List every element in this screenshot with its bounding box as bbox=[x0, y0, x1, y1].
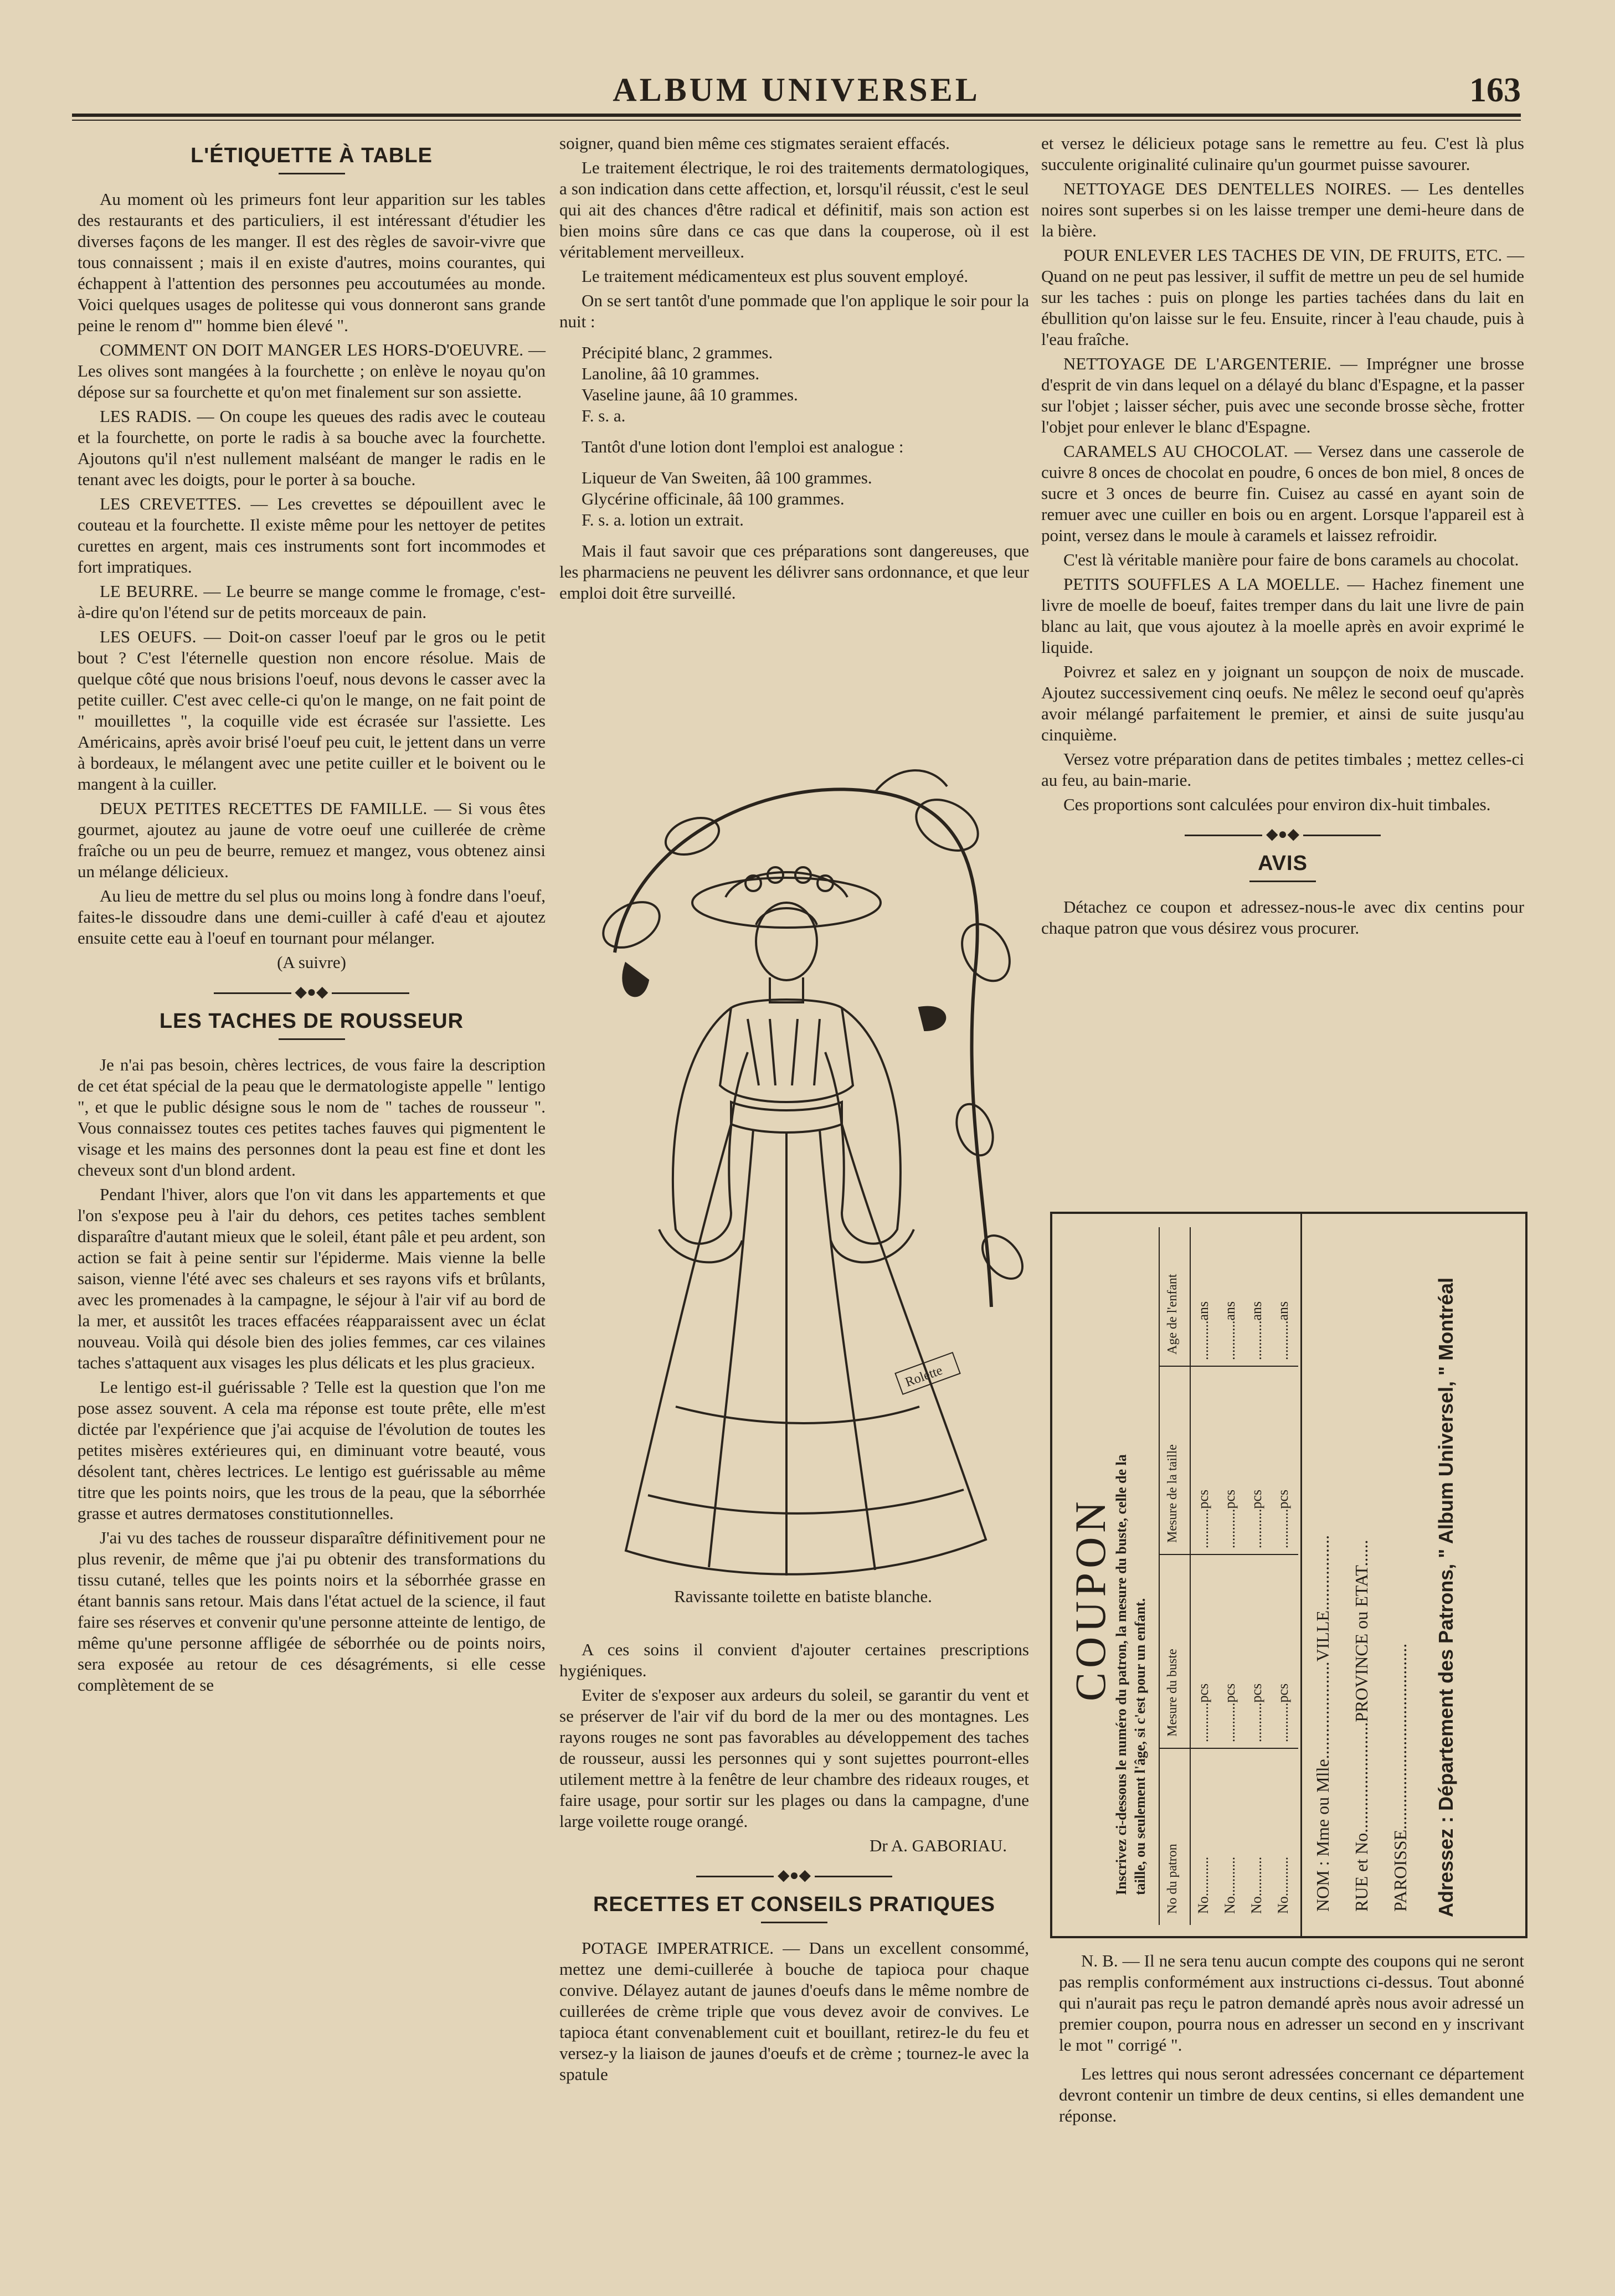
taches-paragraph-2: Pendant l'hiver, alors que l'on vit dans les appartements et que l'on s'expose peu à l'air du dehors, ces petites taches semblent disparaître d'autant mieux que le soleil, étant pâle et peu ardent, son action se fait à peine sentir sur l'épiderme. Mais vienne la belle saison, vienne l'été avec ses chaleurs et ses rayons vifs et brûlants, avec les promenades à la campagne, le séjour à l'air vif au bord de la mer, et aussitôt les traces effacées réapparaissent avec un éclat nouveau. Voilà qui désole bien des jolies femmes, car ces vilaines taches s'attaquent aux visages les plus délicats et les plus gracieux. bbox=[78, 1185, 546, 1372]
oeufs-paragraph: LES OEUFS. — Doit-on casser l'oeuf par le gros ou le petit bout ? C'est l'éternelle question non encore résolue. Mais de quelque côté que nous brisions l'oeuf, nous devons le casser avec la petite cuiller. C'est avec celle-ci qu'on le mange, on ne fait point de " mouillettes ", la coquille vide est écrasée sur l'assiette. Les Américains, après avoir brisé l'oeuf peu cuit, le jettent dans un verre à bordeaux, le mélangent avec une petite cuiller et le boivent ou le mangent à la cuiller. bbox=[78, 627, 546, 794]
coupon-entry-row-4[interactable]: No........... bbox=[1275, 1856, 1291, 1914]
pcs-label: pcs bbox=[1195, 1683, 1211, 1703]
a-suivre: (A suivre) bbox=[277, 953, 346, 972]
col2-paragraph-3: Le traitement médicamenteux est plus souvent employé. bbox=[582, 266, 969, 286]
col3-paragraph-1: et versez le délicieux potage sans le remettre au feu. C'est là plus succulente originalité culinaire qu'un gourmet puisse savourer. bbox=[1041, 133, 1524, 174]
avis-paragraph: Détachez ce coupon et adressez-nous-le avec dix centins pour chaque patron que vous désirez vous procurer. bbox=[1041, 897, 1524, 938]
page-number: 163 bbox=[1469, 71, 1521, 109]
no-label: No bbox=[1222, 1896, 1238, 1914]
argenterie-paragraph: NETTOYAGE DE L'ARGENTERIE. — Imprégner une brosse d'esprit de vin dans lequel on a délayé du blanc d'Espagne, et la passer sur l'objet ; laisser sécher, puis avec une seconde brosse sèche, frotter l'objet pour enlever le blanc d'Espagne. bbox=[1041, 354, 1524, 436]
ornament-divider: ◆●◆ bbox=[559, 1865, 1029, 1886]
col2-paragraph-6: Mais il faut savoir que ces préparations sont dangereuses, que les pharmaciens ne peuvent les délivrer sans ordonnance, et que leur emploi doit être surveillé. bbox=[559, 541, 1029, 603]
taches-paragraph-1: Je n'ai pas besoin, chères lectrices, de vous faire la description de cet état spécial de la peau que le dermatologiste appelle " lentigo ", et que le public désigne sous le nom de " taches de rousseur ". Vous connaissez toutes ces petites taches fauves qui pigmentent le visage et les mains des personnes dont la peau est fine et dont les cheveux sont d'un blond ardent. bbox=[78, 1055, 546, 1180]
coupon-entry-row-3[interactable]: No........... bbox=[1248, 1856, 1264, 1914]
column-1 bbox=[78, 137, 546, 1699]
coupon-entry-row-2[interactable]: No........... bbox=[1222, 1856, 1238, 1914]
column-2-bottom bbox=[559, 1639, 1029, 2088]
recipe-line: F. s. a. bbox=[582, 406, 626, 425]
coupon-pcs-row-3[interactable]: ...........pcs bbox=[1248, 1683, 1264, 1742]
column-3-bottom bbox=[1059, 1950, 1524, 2130]
pcs-label: pcs bbox=[1275, 1489, 1291, 1509]
recipe-line: Précipité blanc, 2 grammes. bbox=[582, 343, 773, 362]
col2-paragraph-1: soigner, quand bien même ces stigmates seraient effacés. bbox=[559, 133, 950, 153]
artist-signature bbox=[895, 1352, 960, 1394]
caramels-paragraph: CARAMELS AU CHOCOLAT. — Versez dans une casserole de cuivre 8 onces de chocolat en poudre, 6 onces de bon miel, 8 onces de sucre et 3 onces de beurre fin. Cuisez au cassé en ayant soin de remuer avec une cuiller en bois ou en argent. Lorsque l'appareil est à point, versez dans le moule à caramels et laissez refroidir. bbox=[1041, 441, 1524, 545]
souffles-paragraph-2: Poivrez et salez en y joignant un soupçon de noix de muscade. Ajoutez successivement cinq oeufs. Ne mêlez le second oeuf qu'après avoir mélangé parfaitement le premier, et ainsi de suite jusqu'au cinquième. bbox=[1041, 662, 1524, 744]
crevettes-paragraph: LES CREVETTES. — Les crevettes se dépouillent avec le couteau et la fourchette. Il existe même pour les nettoyer de petites curettes en argent, mais ces instruments sont fort incommodes et fort impratiques. bbox=[78, 494, 546, 576]
artist-signature-text: Rolette bbox=[903, 1363, 945, 1390]
col2-paragraph-5: Tantôt d'une lotion dont l'emploi est analogue : bbox=[582, 437, 904, 456]
fashion-illustration bbox=[565, 742, 1041, 1606]
coupon-pcs-row-4[interactable]: ...........pcs bbox=[1275, 1683, 1291, 1742]
pcs-label: pcs bbox=[1195, 1489, 1211, 1509]
column-2-top bbox=[559, 133, 1029, 607]
potage-paragraph: POTAGE IMPERATRICE. — Dans un excellent consommé, mettez une demi-cuillerée à bouche de tapioca pour chaque convive. Délayez autant de jaunes d'oeufs dans le même nombre de cuillerées de crème triple que vous devez avoir de convives. Le tapioca étant convenablement cuit et bouillant, retirez-le du feu et versez-y la liaison de jaunes d'oeufs et de crème ; tournez-le avec la spatule bbox=[559, 1938, 1029, 2084]
heading-rule bbox=[1249, 881, 1316, 882]
pcs-label: pcs bbox=[1222, 1683, 1238, 1703]
taches-paragraph-4: J'ai vu des taches de rousseur disparaître définitivement pour ne plus revenir, de même que j'ai pu obtenir des transformations du tissu cutané, telles que les points noirs et la séborrhée grasse en étant bannis sans retour. Mais dans l'état actuel de la science, il faut faire ses réserves et convenir qu'une personne atteinte de lentigo, de même qu'une personne affligée de séborrhée ou de points noirs, sera exposée au retour de ces désagréments, si elle cesse complètement de se bbox=[78, 1528, 546, 1695]
coupon-entry-row-1[interactable]: No........... bbox=[1195, 1856, 1211, 1914]
pcs-label: pcs bbox=[1248, 1489, 1264, 1509]
coupon-pcs-row-1[interactable]: ...........pcs bbox=[1195, 1683, 1211, 1742]
souffles-paragraph-3: Versez votre préparation dans de petites timbales ; mettez celles-ci au feu, au bain-marie. bbox=[1041, 749, 1524, 790]
coupon-age-row-3[interactable]: ...........ans bbox=[1248, 1301, 1264, 1360]
pommade-recipe bbox=[559, 342, 1029, 426]
souffles-paragraph: PETITS SOUFFLES A LA MOELLE. — Hachez finement une livre de moelle de boeuf, faites tremper dans du lait une livre de pain blanc au lait, que vous ajoutez à la moelle après en avoir exprimé le liquide. bbox=[1041, 574, 1524, 657]
coupon-col-age: Age de l'enfant bbox=[1165, 1274, 1180, 1355]
ornament-divider: ◆●◆ bbox=[78, 982, 546, 1003]
coupon-divider bbox=[1300, 1214, 1302, 1936]
ornament-divider: ◆●◆ bbox=[1041, 824, 1524, 845]
coupon-instructions-line-1: Inscrivez ci-dessous le numéro du patron, la mesure du buste, celle de la bbox=[1113, 1454, 1129, 1895]
col2-paragraph-4: On se sert tantôt d'une pommade que l'on applique le soir pour la nuit : bbox=[559, 291, 1029, 331]
coupon-paroisse-line[interactable]: PAROISSE.......................................... bbox=[1390, 1643, 1410, 1912]
header-rule-thin bbox=[72, 120, 1521, 121]
header-rule bbox=[72, 114, 1521, 117]
pcs-label: pcs bbox=[1275, 1683, 1291, 1703]
etiquette-intro: Au moment où les primeurs font leur apparition sur les tables des restaurants et des particuliers, il est intéressant d'étudier les diverses façons de les manger. Il est des règles de savoir-vivre que tous connaissent ; mais il en existe d'autres, moins courantes, qui échappent à l'attention des personnes peu accoutumées au monde. Voici quelques usages de politesse qui vous donneront sans grande peine le renom d'" homme bien élevé ". bbox=[78, 189, 546, 335]
coupon-address: Adressez : Département des Patrons, " Album Universel, " Montréal bbox=[1434, 1277, 1457, 1917]
coupon-instructions-line-2: taille, ou seulement l'âge, si c'est pour un enfant. bbox=[1132, 1598, 1148, 1895]
taches-heading: LES TACHES DE ROUSSEUR bbox=[159, 1010, 464, 1033]
ans-label: ans bbox=[1248, 1301, 1264, 1321]
ans-label: ans bbox=[1195, 1301, 1211, 1321]
figure-caption: Ravissante toilette en batiste blanche. bbox=[674, 1587, 932, 1606]
heading-rule bbox=[279, 173, 345, 174]
lettres-paragraph: Les lettres qui nous seront adressées concernant ce département devront contenir un timbre de deux centins, si elles demandent une réponse. bbox=[1059, 2064, 1524, 2125]
no-label: No bbox=[1195, 1896, 1211, 1914]
recettes-heading: RECETTES ET CONSEILS PRATIQUES bbox=[593, 1893, 996, 1916]
page-header bbox=[72, 71, 1521, 117]
taches-paragraph-3: Le lentigo est-il guérissable ? Telle est la question que l'on me pose assez souvent. A cela ma réponse est toute prête, elle m'est dictée par l'expérience que j'ai acquise de l'évolution de toutes les petites misères extérieures qui, en diminuant votre beauté, vous désolent tant, chères lectrices. Le lentigo est guérissable au même titre que les points noirs, que les trous de la peau, que la séborrhée grasse et autres dermatoses constitutionnelles. bbox=[78, 1377, 546, 1523]
col2-paragraph-7: A ces soins il convient d'ajouter certaines prescriptions hygiéniques. bbox=[559, 1640, 1029, 1680]
coupon-rue-line[interactable]: RUE et No.........................PROVINCE ou ETAT...... bbox=[1351, 1540, 1371, 1912]
recipe-line: Lanoline, ââ 10 grammes. bbox=[582, 364, 760, 383]
coupon-taille-row-2[interactable]: ...........pcs bbox=[1222, 1489, 1238, 1548]
recipe-line: F. s. a. lotion un extrait. bbox=[582, 510, 744, 529]
coupon-age-row-4[interactable]: ...........ans bbox=[1275, 1301, 1291, 1360]
coupon-taille-row-3[interactable]: ...........pcs bbox=[1248, 1489, 1264, 1548]
coupon-nom-line[interactable]: NOM : Mme ou Mlle......................VILLE................. bbox=[1313, 1535, 1333, 1912]
dentelles-paragraph: NETTOYAGE DES DENTELLES NOIRES. — Les dentelles noires sont superbes si on les laisse tremper une demi-heure dans de la bière. bbox=[1041, 179, 1524, 240]
col2-paragraph-8: Eviter de s'exposer aux ardeurs du soleil, se garantir du vent et se préserver de l'air vif du bord de la mer ou des montagnes. Les rayons rouges ne sont pas favorables au développement des taches de rousseur, aussi les personnes qui y sont sujettes pourront-elles utilement mettre à la fenêtre de leur chambre des rideaux rouges, et faire usage, pour sortir sur les plages ou dans la campagne, d'une large voilette rouge orangé. bbox=[559, 1685, 1029, 1831]
coupon-pcs-row-2[interactable]: ...........pcs bbox=[1222, 1683, 1238, 1742]
pcs-label: pcs bbox=[1248, 1683, 1264, 1703]
coupon-col-taille: Mesure de la taille bbox=[1165, 1444, 1180, 1543]
recettes-famille-paragraph: DEUX PETITES RECETTES DE FAMILLE. — Si vous êtes gourmet, ajoutez au jaune de votre oeuf une cuillerée de crème fraîche ou un peu de beurre, remuez et mangez, vous obtenez ainsi un mélange délicieux. bbox=[78, 799, 546, 881]
caramels-paragraph-2: C'est là véritable manière pour faire de bons caramels au chocolat. bbox=[1063, 550, 1519, 569]
col2-paragraph-2: Le traitement électrique, le roi des traitements dermatologiques, a son indication dans cette affection, et, lorsqu'il réussit, c'est le seul qui ait des chances d'être radical et définitif, mais son action est bien moins sûre dans ce cas que dans la couperose, où il est véritablement merveilleux. bbox=[559, 158, 1029, 261]
order-coupon[interactable] bbox=[1050, 1212, 1527, 1938]
beurre-paragraph: LE BEURRE. — Le beurre se mange comme le fromage, c'est-à-dire qu'on l'étend sur de petits morceaux de pain. bbox=[78, 581, 546, 622]
coupon-taille-row-1[interactable]: ...........pcs bbox=[1195, 1489, 1211, 1548]
pcs-label: pcs bbox=[1222, 1489, 1238, 1509]
ans-label: ans bbox=[1222, 1301, 1238, 1321]
sel-paragraph: Au lieu de mettre du sel plus ou moins long à fondre dans l'oeuf, faites-le dissoudre dans une demi-cuiller à café d'eau et ajoutez ensuite cette eau à l'oeuf en tournant pour mélanger. bbox=[78, 886, 546, 948]
taches-vin-paragraph: POUR ENLEVER LES TACHES DE VIN, DE FRUITS, ETC. — Quand on ne peut pas lessiver, il suffit de mettre un peu de sel humide sur les taches : puis on plonge les parties tachées dans du lait en ébullition qu'on laisse sur le feu. Ensuite, rincer à l'eau chaude, puis à l'eau fraîche. bbox=[1041, 245, 1524, 349]
lotion-recipe bbox=[559, 467, 1029, 531]
no-label: No bbox=[1275, 1896, 1291, 1914]
avis-heading: AVIS bbox=[1258, 852, 1308, 875]
radis-paragraph: LES RADIS. — On coupe les queues des radis avec le couteau et la fourchette, on porte le radis à sa bouche avec la fourchette. Ajoutons qu'il n'est nullement malséant de manger le radis en le tenant avec les doigts, pour le porter à sa bouche. bbox=[78, 406, 546, 489]
souffles-paragraph-4: Ces proportions sont calculées pour environ dix-huit timbales. bbox=[1063, 795, 1491, 814]
no-label: No bbox=[1248, 1896, 1264, 1914]
coupon-col-buste: Mesure du buste bbox=[1165, 1649, 1180, 1737]
etiquette-heading: L'ÉTIQUETTE À TABLE bbox=[191, 144, 433, 167]
nb-paragraph: N. B. — Il ne sera tenu aucun compte des coupons qui ne seront pas remplis conformément aux instructions ci-dessus. Tout abonné qui n'aurait pas reçu le patron demandé après nous avoir adressé un premier coupon, pourra nous en adresser un second en y inscrivant le mot " corrigé ". bbox=[1059, 1951, 1524, 2055]
coupon-taille-row-4[interactable]: ...........pcs bbox=[1275, 1489, 1291, 1548]
ans-label: ans bbox=[1275, 1301, 1291, 1321]
coupon-col-patron: No du patron bbox=[1165, 1844, 1180, 1914]
recipe-line: Liqueur de Van Sweiten, ââ 100 grammes. bbox=[582, 468, 872, 487]
coupon-measure-table bbox=[1159, 1227, 1298, 1925]
publication-title: ALBUM UNIVERSEL bbox=[613, 71, 980, 108]
hors-oeuvre-paragraph: COMMENT ON DOIT MANGER LES HORS-D'OEUVRE. — Les olives sont mangées à la fourchette ; on enlève le noyau qu'on dépose sur sa fourchette et qu'on met finalement sur son assiette. bbox=[78, 340, 546, 401]
heading-rule bbox=[761, 1922, 827, 1923]
author-signature: Dr A. GABORIAU. bbox=[870, 1836, 1007, 1855]
heading-rule bbox=[279, 1038, 345, 1040]
recipe-line: Vaseline jaune, ââ 10 grammes. bbox=[582, 385, 798, 404]
recipe-line: Glycérine officinale, ââ 100 grammes. bbox=[582, 489, 845, 508]
column-3-top bbox=[1041, 133, 1524, 942]
coupon-age-row-1[interactable]: ...........ans bbox=[1195, 1301, 1211, 1360]
coupon-age-row-2[interactable]: ...........ans bbox=[1222, 1301, 1238, 1360]
coupon-title: COUPON bbox=[1066, 1497, 1114, 1701]
